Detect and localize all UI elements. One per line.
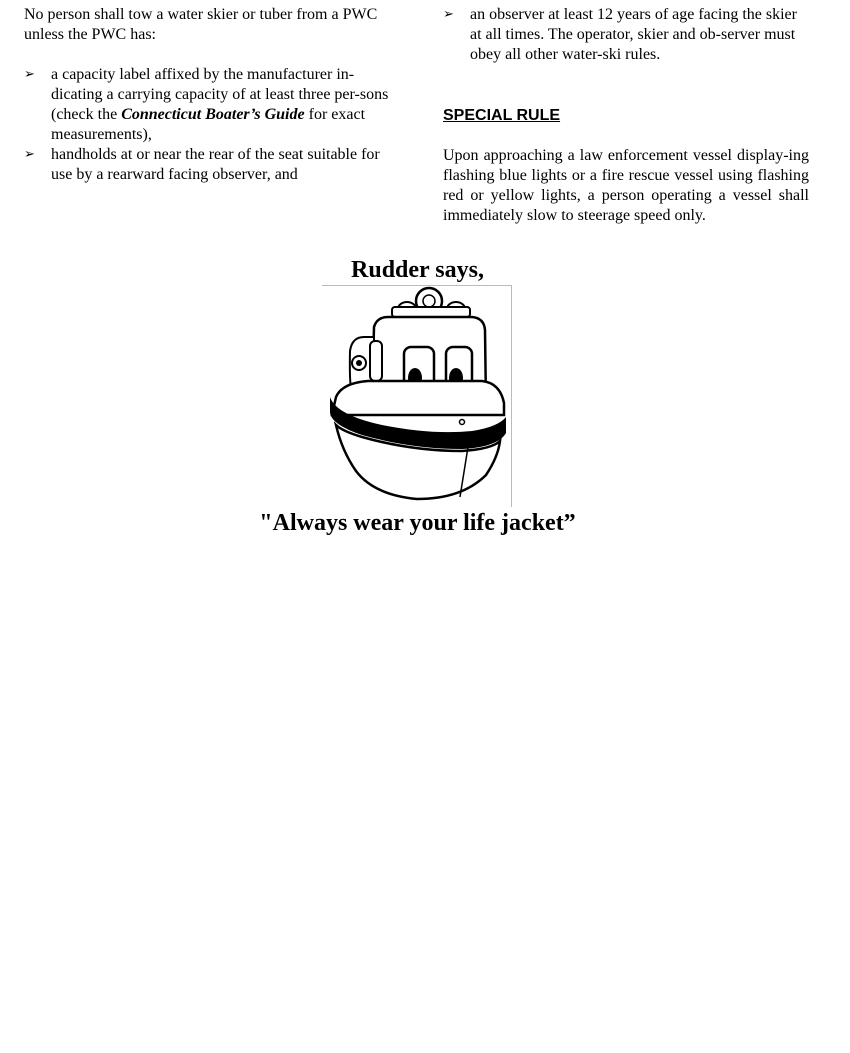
special-rule-paragraph: Upon approaching a law enforcement vessel display-ing flashing blue lights or a fire rescue vessel using flashing red or yellow lights, a person operating a vessel shall immediately slow to steerage speed only. [443, 147, 809, 224]
bullet-text: an observer at least 12 years of age facing the skier at all times. The operator, skier and ob-server must obey all other water-ski rules. [470, 6, 797, 63]
list-item [24, 65, 390, 145]
arrowhead-bullet-icon: ➢ [443, 7, 454, 22]
left-column [24, 5, 390, 185]
requirements-list-continued [443, 5, 809, 65]
life-jacket-quote: "Always wear your life jacket” [259, 510, 576, 536]
list-item [443, 5, 809, 65]
tugboat-mascot-icon [322, 285, 512, 507]
arrowhead-bullet-icon: ➢ [24, 147, 35, 162]
bullet-text: handholds at or near the rear of the seat suitable for use by a rearward facing observer, and [51, 146, 380, 183]
guide-title: Connecticut Boater’s Guide [121, 106, 305, 123]
intro-paragraph: No person shall tow a water skier or tuber from a PWC unless the PWC has: [24, 6, 378, 43]
bullet-text: a capacity label affixed by the manufacturer in-dicating a carrying capacity of at least three per-sons (check the [51, 66, 389, 123]
special-rule-heading: SPECIAL RULE [443, 107, 561, 124]
arrowhead-bullet-icon: ➢ [24, 67, 35, 82]
bullet-text: for exact measurements), [51, 106, 366, 143]
right-column [443, 5, 809, 226]
list-item [24, 145, 390, 185]
rudder-title: Rudder says, [351, 257, 484, 283]
requirements-list [24, 65, 390, 185]
